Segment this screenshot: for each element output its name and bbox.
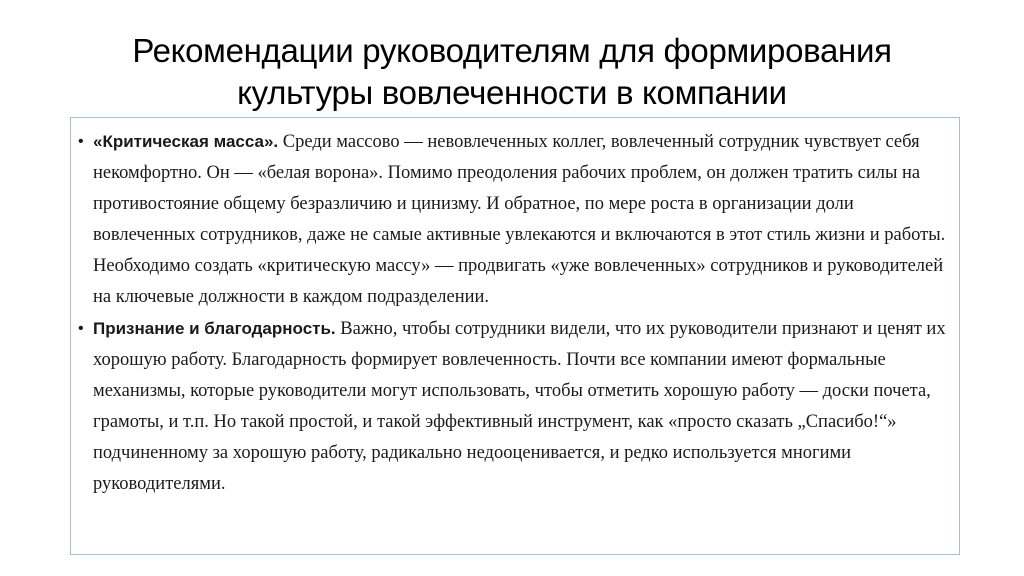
bullet-item-recognition bbox=[78, 313, 949, 500]
content-box bbox=[70, 117, 960, 555]
bullet-lead: Признание и благодарность. bbox=[93, 319, 336, 338]
title-line-1: Рекомендации руководителям для формирования bbox=[132, 32, 892, 69]
bullet-item-critical-mass bbox=[78, 126, 949, 313]
bullet-text: Среди массово — невовлеченных коллег, вовлеченный сотрудник чувствует себя некомфортно. Он — «белая ворона». Помимо преодоления рабочих проблем, он должен тратить силы на противостояние общему безразличию и цинизму. И обратное, по мере роста в организации доли вовлеченных сотрудников, даже не самые активные увлекаются и включаются в этот стиль жизни и работы. Необходимо создать «критическую массу» — продвигать «уже вовлеченных» сотрудников и руководителей на ключевые должности в каждом подразделении. bbox=[93, 132, 946, 307]
title-line-2: культуры вовлеченности в компании bbox=[237, 74, 787, 111]
bullet-text: Важно, чтобы сотрудники видели, что их руководители признают и ценят их хорошую работу. Благодарность формирует вовлеченность. Почти все компании имеют формальные механизмы, которые руководители могут использовать, чтобы отметить хорошую работу — доски почета, грамоты, и т.п. Но такой простой, и такой эффективный инструмент, как «просто сказать „Спасибо!“» подчиненному за хорошую работу, радикально недооценивается, и редко используется многими руководителями. bbox=[93, 319, 946, 494]
bullet-icon: • bbox=[78, 133, 84, 150]
bullet-lead: «Критическая масса». bbox=[93, 132, 279, 151]
slide-title bbox=[0, 30, 1024, 114]
bullet-icon: • bbox=[78, 320, 84, 337]
